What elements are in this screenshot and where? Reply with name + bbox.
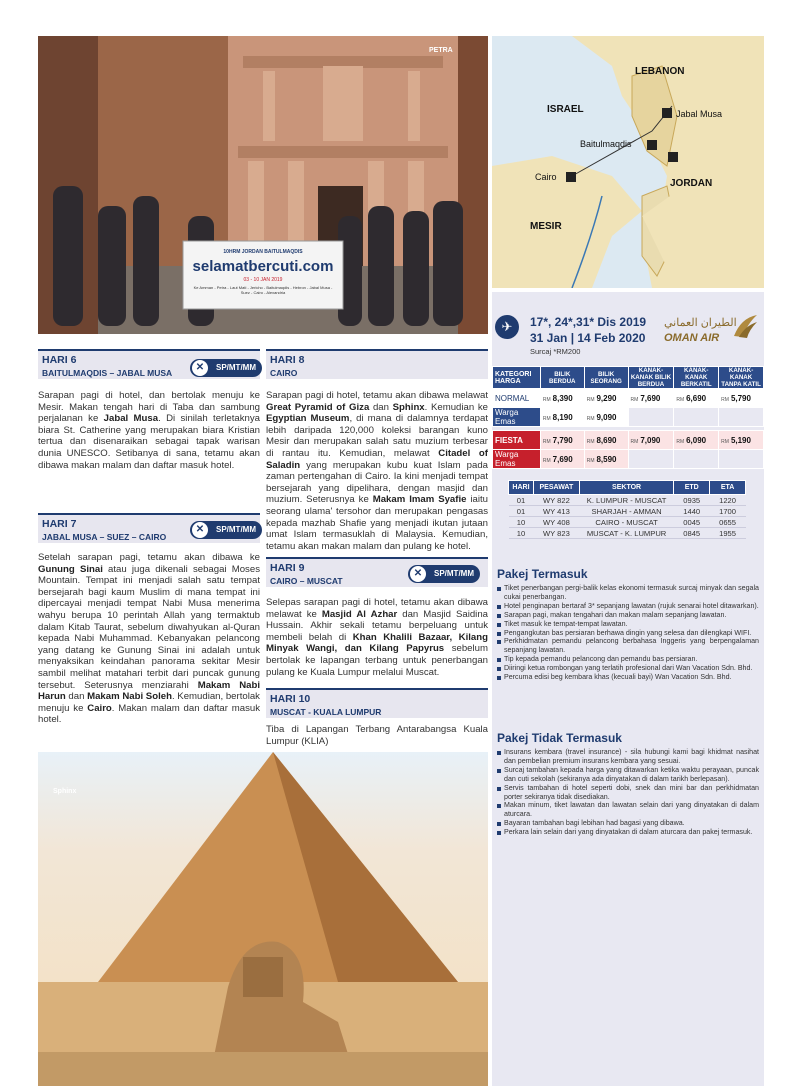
map-label-israel: ISRAEL — [547, 104, 584, 115]
price-header: KATEGORI HARGA — [493, 367, 541, 389]
day-8-header — [266, 349, 488, 379]
list-item: Diiringi ketua rombongan yang terlatih profesional dari Wan Vacation Sdn. Bhd. — [497, 664, 759, 673]
route-map — [492, 36, 764, 288]
day-subtitle: CAIRO — [270, 368, 298, 378]
day-subtitle: MUSCAT - KUALA LUMPUR — [270, 707, 382, 717]
list-item: Insurans kembara (travel insurance) - sila hubungi kami bagi khidmat nasihat dan pembelian premium insurans kembara yang sesuai. — [497, 748, 759, 766]
list-item: Sarapan pagi, makan tengahari dan makan malam sepanjang lawatan. — [497, 611, 759, 620]
day-subtitle: BAITULMAQDIS – JABAL MUSA — [42, 368, 173, 378]
cutlery-icon: ✕ — [192, 522, 208, 538]
included-title: Pakej Termasuk — [497, 567, 588, 581]
price-header: BILIK BERDUA — [540, 367, 584, 389]
meal-badge: ✕ SP/MT/MM — [408, 565, 480, 583]
flight-header: HARI — [509, 481, 534, 495]
excluded-title: Pakej Tidak Termasuk — [497, 731, 622, 745]
map-label-jordan: JORDAN — [670, 178, 713, 189]
airline-name: OMAN AIR — [664, 332, 720, 344]
day-6-text: Sarapan pagi di hotel, dan bertolak menuju ke Mesir. Makan tengah hari di Taba dan sambung perjalanan ke Jabal Musa. Di sinilah terletaknya biara St. Catherine yang merupakan biara Kristian tertua dan disenaraikan sebagai tapak warisan dunia UNESCO. Setibanya di sana, tetamu akan dibawa makan malam dan daftar masuk hotel. — [38, 390, 260, 471]
day-6-header — [38, 349, 260, 379]
departure-dates-line2: 31 Jan | 14 Feb 2020 — [530, 331, 646, 345]
surcharge-note: Surcaj *RM200 — [530, 347, 581, 356]
flight-row: 10 WY 408 CAIRO - MUSCAT 0045 0655 — [509, 517, 746, 528]
day-title: HARI 8 — [270, 354, 305, 366]
excluded-list — [497, 748, 759, 837]
building-icon — [647, 140, 657, 150]
map-shapes — [492, 36, 764, 288]
oman-air-logo-icon — [731, 312, 759, 340]
price-row: NORMAL RM 8,390 RM 9,290 RM 7,690 RM 6,690 RM 5,790 — [493, 389, 764, 408]
airplane-icon: ✈ — [495, 315, 519, 339]
flight-header: PESAWAT — [533, 481, 579, 495]
flight-row: 01 WY 413 SHARJAH - AMMAN 1440 1700 — [509, 506, 746, 517]
map-city-baitulmaqdis: Baitulmaqdis — [580, 139, 632, 149]
petra-label: PETRA — [429, 47, 453, 54]
list-item: Pengangkutan bas persiaran berhawa dingin yang selesa dan dilengkapi WIFI. — [497, 629, 759, 638]
sphinx-label: Sphinx — [53, 788, 77, 795]
day-subtitle: JABAL MUSA – SUEZ – CAIRO — [42, 532, 167, 542]
flight-header: ETD — [674, 481, 710, 495]
list-item: Perkara lain selain dari yang dinyatakan di dalam aturcara dan pakej termasuk. — [497, 828, 759, 837]
flight-header: SEKTOR — [579, 481, 673, 495]
pyramid-illustration — [38, 752, 488, 1086]
price-header: KANAK-KANAK BERKATIL — [674, 367, 719, 389]
map-city-jabal-musa: Jabal Musa — [676, 109, 723, 119]
day-9-header — [266, 557, 488, 587]
map-city-cairo: Cairo — [535, 172, 557, 182]
price-header: KANAK-KANAK BILIK BERDUA — [628, 367, 674, 389]
day-title: HARI 9 — [270, 562, 305, 574]
list-item: Tip kepada pemandu pelancong dan pemandu bas persiaran. — [497, 655, 759, 664]
day-title: HARI 10 — [270, 693, 311, 705]
petra-photo — [38, 36, 488, 334]
map-label-mesir: MESIR — [530, 221, 562, 232]
day-10-header — [266, 688, 488, 718]
meal-badge: ✕ SP/MT/MM — [190, 521, 262, 539]
flight-row: 10 WY 823 MUSCAT - K. LUMPUR 0845 1955 — [509, 528, 746, 539]
cutlery-icon: ✕ — [410, 566, 426, 582]
day-9-text: Selepas sarapan pagi di hotel, tetamu akan dibawa melawat ke Masjid Al Azhar dan Masjid Saidina Hussain. Akhir sekali tetamu berpeluang untuk membeli belah di Khan Khalili Bazaar, Kilang Minyak Wangi, dan Kilang Papyrus sebelum bertolak ke lapangan terbang untuk penerbangan pulang ke Kuala Lumpur melalui Muscat. — [266, 597, 488, 678]
airline-arabic: الطيران العماني — [664, 317, 737, 329]
list-item: Tiket masuk ke tempat-tempat lawatan. — [497, 620, 759, 629]
banner-brand: selamatbercuti.com — [192, 258, 334, 275]
day-10-text: Tiba di Lapangan Terbang Antarabangsa Kuala Lumpur (KLIA) — [266, 724, 488, 747]
banner-route: Ke Amman - Petra - Laut Mati - Jericho - Baitulmaqdis - Hebron - Jabal Musa - Suez - Cairo - Alexandria — [193, 285, 333, 295]
list-item: Bayaran tambahan bagi lebihan had bagasi yang dibawa. — [497, 819, 759, 828]
list-item: Surcaj tambahan kepada harga yang ditawarkan ketika waktu perayaan, puncak dan cuti sekolah (sekiranya ada dinyatakan di dalam tarikh berlepasan). — [497, 766, 759, 784]
price-header: KANAK-KANAK TANPA KATIL — [719, 367, 764, 389]
building-icon — [566, 172, 576, 182]
list-item: Hotel penginapan bertaraf 3* sepanjang lawatan (rujuk senarai hotel ditawarkan). — [497, 602, 759, 611]
price-table — [492, 366, 764, 469]
banner-dates: 03 - 10 JAN 2019 — [243, 277, 283, 283]
flight-table — [508, 480, 746, 539]
building-icon — [668, 152, 678, 162]
sphinx-photo — [38, 752, 488, 1086]
banner-title: 10HRM JORDAN BAITULMAQDIS — [223, 249, 303, 255]
price-row: FIESTA RM 7,790 RM 8,690 RM 7,090 RM 6,090 RM 5,190 — [493, 431, 764, 450]
price-row: Warga Emas RM 8,190 RM 9,090 — [493, 408, 764, 427]
list-item: Makan minum, tiket lawatan dan lawatan selain dari yang dinyatakan di dalam aturcara. — [497, 801, 759, 819]
list-item: Percuma edisi beg kembara khas (kecuali bayi) Wan Vacation Sdn. Bhd. — [497, 673, 759, 682]
price-header: BILIK SEORANG — [584, 367, 628, 389]
cutlery-icon: ✕ — [192, 360, 208, 376]
day-title: HARI 7 — [42, 518, 77, 530]
list-item: Servis tambahan di hotel seperti dobi, snek dan mini bar dan perkhidmatan porter sekiranya tidak disediakan. — [497, 784, 759, 802]
day-7-header — [38, 513, 260, 543]
day-7-text: Setelah sarapan pagi, tetamu akan dibawa ke Gunung Sinai atau juga dikenali sebagai Moses Mountain. Tempat ini menjadi salah satu tempat bersejarah bagi kaum Muslim di mana tempat ini dipercayai menjadi tempat Nabi Musa menerima wahyu berupa 10 perintah Allah yang termaktub dalam Kitab Taurat, sebelum diwahyukan al-Quran kepada Nabi Muhammad. Kebanyakan pelancong yang datang ke Gunung Sinai ini adalah untuk menyaksikan keindahan panorama sekitar Mesir sambil melihat matahari terbit dari puncak gunung tersebut. Seterusnya menziarahi Makam Nabi Harun dan Makam Nabi Soleh. Kemudian, bertolak menuju ke Cairo. Makan malam dan daftar masuk hotel. — [38, 552, 260, 726]
flight-row: 01 WY 822 K. LUMPUR - MUSCAT 0935 1220 — [509, 495, 746, 506]
day-8-text: Sarapan pagi di hotel, tetamu akan dibawa melawat Great Pyramid of Giza dan Sphinx. Kemudian ke Egyptian Museum, di mana di dalamnya terdapat lebih daripada 120,000 koleksi barangan kuno Mesir dan merupakan salah satu muzium terbesar di rantau itu. Kemudian, melawat Citadel of Saladin yang merupakan kubu kuat Islam pada zaman pertengahan di Cairo. Ia kini menjadi tempat bersejarah yang dipelihara, dengan masjid dan muzium. Seterusnya ke Makam Imam Syafie iaitu seorang ulama' tersohor dan merupakan pengasas kepada mazhab Shafie yang menjadi ikutan jutaan umat Islam termasuklah di Malaysia. Kemudian, tetamu akan makan malam dan pulang ke hotel. — [266, 390, 489, 552]
day-title: HARI 6 — [42, 354, 77, 366]
list-item: Perkhidmatan pemandu pelancong berbahasa Inggeris yang berpengalaman sepanjang lawatan. — [497, 637, 759, 655]
departure-dates-line1: 17*, 24*,31* Dis 2019 — [530, 315, 647, 329]
price-row: Warga Emas RM 7,690 RM 8,590 — [493, 450, 764, 469]
building-icon — [662, 108, 672, 118]
list-item: Tiket penerbangan pergi-balik kelas ekonomi termasuk surcaj minyak dan segala cukai penerbangan. — [497, 584, 759, 602]
day-subtitle: CAIRO – MUSCAT — [270, 576, 343, 586]
map-label-lebanon: LEBANON — [635, 66, 685, 77]
meal-badge: ✕ SP/MT/MM — [190, 359, 262, 377]
flight-header: ETA — [710, 481, 746, 495]
included-list — [497, 584, 759, 682]
